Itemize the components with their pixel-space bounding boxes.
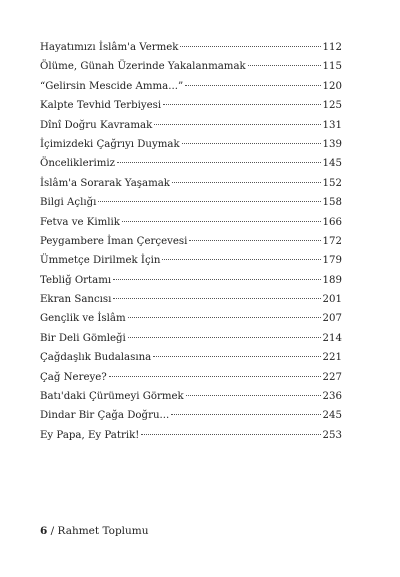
toc-entry-title: “Gelirsin Mescide Amma...”: [40, 80, 184, 92]
toc-entry: [40, 368, 342, 387]
toc-entry: [40, 135, 342, 154]
dot-leader: [186, 395, 321, 396]
toc-entry: [40, 309, 342, 328]
toc-entry-page: 145: [322, 158, 342, 170]
toc-entry-page: 189: [322, 274, 342, 286]
toc-entry: [40, 77, 342, 96]
toc-entry-title: Ölüme, Günah Üzerinde Yakalanmamak: [40, 61, 246, 73]
toc-entry-page: 115: [322, 61, 342, 73]
toc-entry-title: Tebliğ Ortamı: [40, 274, 112, 286]
toc-entry-title: Peygambere İman Çerçevesi: [40, 235, 188, 247]
toc-entry-page: 214: [322, 332, 342, 344]
dot-leader: [185, 85, 320, 86]
dot-leader: [122, 221, 321, 222]
toc-entry: [40, 348, 342, 367]
toc-entry-page: 245: [322, 410, 342, 422]
toc-entry-title: Hayatımızı İslâm'a Vermek: [40, 42, 179, 53]
toc-entry: [40, 154, 342, 173]
toc-entry-page: 131: [322, 119, 342, 131]
toc-entry-page: 152: [322, 177, 342, 189]
toc-entry-page: 172: [322, 235, 342, 247]
toc-entry: [40, 387, 342, 406]
dot-leader: [128, 317, 321, 318]
toc-entry-title: Ekran Sancısı: [40, 294, 112, 306]
toc-entry-title: Ey Papa, Ey Patrik!: [40, 429, 140, 441]
toc-entry: [40, 38, 342, 57]
footer-page-number: 6: [40, 525, 48, 537]
dot-leader: [189, 240, 320, 241]
dot-leader: [113, 298, 320, 299]
dot-leader: [172, 182, 321, 183]
toc-entry-title: İçimizdeki Çağrıyı Duymak: [40, 138, 180, 150]
toc-entry: [40, 96, 342, 115]
toc-entry: [40, 232, 342, 251]
dot-leader: [182, 143, 321, 144]
toc-entry-page: 201: [322, 294, 342, 306]
toc-entry-title: Çağdaşlık Budalasına: [40, 352, 152, 364]
dot-leader: [180, 46, 320, 47]
toc-entry: [40, 329, 342, 348]
toc-entry-page: 158: [322, 197, 342, 209]
toc-entry-page: 139: [322, 138, 342, 150]
footer-separator: /: [50, 525, 55, 537]
dot-leader: [98, 201, 320, 202]
toc-entry-title: Bir Deli Gömleği: [40, 332, 126, 344]
toc-entry-page: 179: [322, 255, 342, 267]
toc-entry: [40, 174, 342, 193]
toc-entry-title: Ümmetçe Dirilmek İçin: [40, 255, 161, 267]
dot-leader: [248, 65, 321, 66]
toc-entry: [40, 57, 342, 76]
toc-entry-page: 207: [322, 313, 342, 325]
toc-entry-page: 125: [322, 100, 342, 112]
toc-entry-title: Çağ Nereye?: [40, 371, 107, 383]
dot-leader: [141, 434, 320, 435]
dot-leader: [153, 356, 320, 357]
dot-leader: [171, 414, 320, 415]
toc-entry-page: 112: [322, 42, 342, 53]
table-of-contents: [40, 38, 342, 445]
footer-book-title: Rahmet Toplumu: [57, 525, 149, 537]
toc-entry-title: Önceliklerimiz: [40, 158, 116, 170]
toc-entry: [40, 116, 342, 135]
toc-entry-title: Fetva ve Kimlik: [40, 216, 120, 228]
toc-entry-title: Bilgi Açlığı: [40, 197, 97, 209]
toc-entry-page: 253: [322, 429, 342, 441]
toc-entry-title: Kalpte Tevhid Terbiyesi: [40, 100, 162, 112]
page-footer: [40, 525, 149, 537]
toc-entry: [40, 406, 342, 425]
toc-entry: [40, 426, 342, 445]
toc-entry-title: Dînî Doğru Kavramak: [40, 119, 153, 131]
toc-entry-title: Dindar Bir Çağa Doğru...: [40, 410, 170, 422]
dot-leader: [128, 337, 321, 338]
dot-leader: [162, 259, 320, 260]
toc-entry-title: Gençlik ve İslâm: [40, 313, 126, 325]
toc-entry-page: 120: [322, 80, 342, 92]
toc-entry: [40, 271, 342, 290]
toc-entry: [40, 251, 342, 270]
toc-entry-page: 227: [322, 371, 342, 383]
toc-entry: [40, 290, 342, 309]
dot-leader: [163, 104, 320, 105]
toc-entry-page: 166: [322, 216, 342, 228]
toc-entry: [40, 213, 342, 232]
toc-entry-title: İslâm'a Sorarak Yaşamak: [40, 177, 170, 189]
toc-entry-page: 236: [322, 391, 342, 403]
dot-leader: [113, 279, 320, 280]
dot-leader: [154, 124, 320, 125]
dot-leader: [109, 376, 321, 377]
toc-entry-page: 221: [322, 352, 342, 364]
toc-entry: [40, 193, 342, 212]
dot-leader: [117, 162, 321, 163]
toc-entry-title: Batı'daki Çürümeyi Görmek: [40, 391, 184, 403]
